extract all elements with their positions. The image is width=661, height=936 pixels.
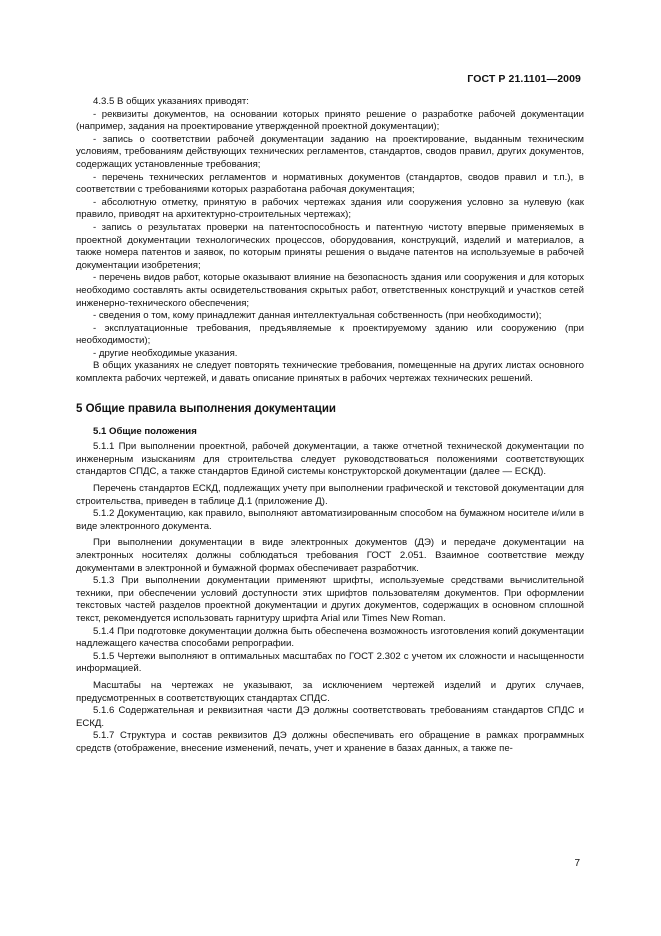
list-item: - другие необходимые указания.: [93, 347, 238, 359]
list-item: - эксплуатационные требования, предъявляемые к проектируемому зданию или сооружению (при необходимости);: [76, 322, 584, 347]
subsection-heading: 5.1 Общие положения: [93, 425, 197, 437]
page-number: 7: [574, 858, 580, 869]
paragraph: 5.1.2 Документацию, как правило, выполняют автоматизированным способом на бумажном носителе и/или в виде электронного документа.: [76, 508, 584, 532]
list-item: - сведения о том, кому принадлежит данная интеллектуальная собственность (при необходимости);: [93, 310, 542, 322]
paragraph: 5.1.6 Содержательная и реквизитная части ДЭ должны соответствовать требованиям стандартов СПДС и ЕСКД.: [76, 705, 584, 729]
paragraph: 5.1.7 Структура и состав реквизитов ДЭ должны обеспечивать его обращение в рамках программных средств (отображение, внесение изменений, печать, учет и хранение в базах данных, а также пе-: [76, 730, 584, 754]
document-code-header: ГОСТ Р 21.1101—2009: [467, 73, 581, 85]
paragraph: 5.1.4 При подготовке документации должна быть обеспечена возможность изготовления копий документации надлежащего качества способами репрографии.: [76, 625, 584, 650]
page-body: [76, 96, 584, 756]
list-item: - реквизиты документов, на основании которых принято решение о разработке рабочей документации (например, задания на проектирование утвержденной проектной документации);: [76, 108, 584, 133]
list-item: - перечень видов работ, которые оказывают влияние на безопасность здания или сооружения и для которых необходимо составлять акты освидетельствования скрытых работ, ответственных конструкций и участков сетей инженерно-технического обеспечения;: [76, 272, 584, 309]
paragraph: 5.1.3 При выполнении документации применяют шрифты, используемые средствами вычислительной техники, при обеспечении условий доступности этих шрифтов пользователям документов. При оформлении текстовых частей разделов проектной документации и других документов, содержащих в основном сплошной текст, рекомендуется использовать гарнитуру шрифта Arial или Times New Roman.: [76, 575, 584, 624]
paragraph: В общих указаниях не следует повторять технические требования, помещенные на других листах основного комплекта рабочих чертежей, и давать описание принятых в рабочих чертежах технических решений.: [76, 360, 584, 385]
list-item: - абсолютную отметку, принятую в рабочих чертежах здания или сооружения условно за нулевую (как правило, приводят на архитектурно-строительных чертежах);: [76, 196, 584, 221]
paragraph: При выполнении документации в виде электронных документов (ДЭ) и передаче документации на электронных носителях должны соблюдаться требования ГОСТ 2.051. Взаимное соответствие между документами в электронной и бумажной формах обеспечивает разработчик.: [76, 537, 584, 574]
paragraph: Перечень стандартов ЕСКД, подлежащих учету при выполнении графической и текстовой документации для строительства, приведен в таблице Д.1 (приложение Д).: [76, 483, 584, 507]
section-heading: 5 Общие правила выполнения документации: [76, 402, 336, 415]
list-item: - перечень технических регламентов и нормативных документов (стандартов, сводов правил и т.п.), в соответствии с требованиями которых разработана рабочая документация;: [76, 171, 584, 196]
paragraph: 5.1.1 При выполнении проектной, рабочей документации, а также отчетной технической документации по инженерным изысканиям для строительства следует руководствоваться положениями соответствующих стандартов СПДС, а также стандартов Единой системы конструкторской документации (далее — ЕСКД).: [76, 441, 584, 478]
paragraph-4-3-5-intro: 4.3.5 В общих указаниях приводят:: [93, 96, 249, 107]
list-item: - запись о соответствии рабочей документации заданию на проектирование, выданным техническим условиям, требованиям действующих технических регламентов, стандартов, сводов правил, других документов, содержащих установленные требования;: [76, 133, 584, 170]
paragraph: 5.1.5 Чертежи выполняют в оптимальных масштабах по ГОСТ 2.302 с учетом их сложности и насыщенности информацией.: [76, 650, 584, 675]
list-item: - запись о результатах проверки на патентоспособность и патентную чистоту впервые применяемых в проектной документации технологических процессов, оборудования, конструкций, изделий и материалов, а также номера патентов и заявок, по которым приняты решения о выдаче патентов на используемые в рабочей документации изобретения;: [76, 221, 584, 271]
paragraph: Масштабы на чертежах не указывают, за исключением чертежей изделий и других случаев, предусмотренных в соответствующих стандартах СПДС.: [76, 679, 584, 704]
